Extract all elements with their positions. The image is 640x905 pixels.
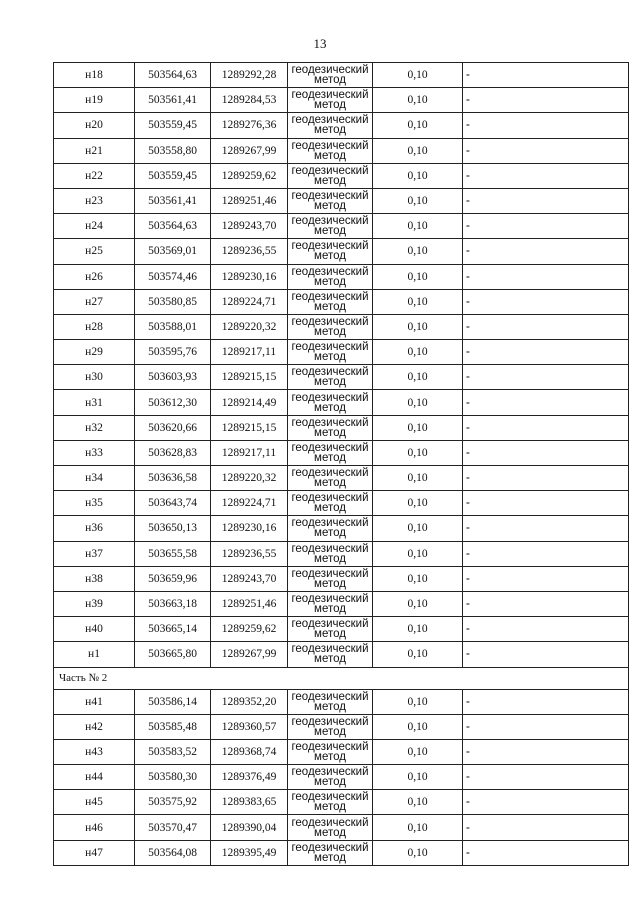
method-line-1: геодезический (291, 715, 369, 728)
y-coordinate-cell: 1289215,15 (211, 365, 288, 390)
x-coordinate-cell: 503570,47 (135, 815, 211, 840)
table-row (54, 516, 629, 541)
method-cell (288, 214, 373, 239)
table-row (54, 541, 629, 566)
table-row (54, 314, 629, 339)
method-line-1: геодезический (291, 416, 369, 429)
x-coordinate-cell: 503636,58 (135, 466, 211, 491)
point-name-cell: н35 (54, 491, 135, 516)
accuracy-cell: 0,10 (373, 541, 463, 566)
note-cell: - (463, 63, 629, 88)
method-line-1: геодезический (291, 567, 369, 580)
accuracy-cell: 0,10 (373, 591, 463, 616)
y-coordinate-cell: 1289259,62 (211, 163, 288, 188)
method-cell (288, 840, 373, 865)
point-name-cell: н1 (54, 642, 135, 667)
method-cell (288, 239, 373, 264)
method-line-1: геодезический (291, 690, 369, 703)
method-cell (288, 314, 373, 339)
y-coordinate-cell: 1289220,32 (211, 466, 288, 491)
table-row (54, 88, 629, 113)
method-line-1: геодезический (291, 492, 369, 505)
method-line-1: геодезический (291, 265, 369, 278)
point-name-cell: н37 (54, 541, 135, 566)
point-name-cell: н25 (54, 239, 135, 264)
accuracy-cell: 0,10 (373, 840, 463, 865)
accuracy-cell: 0,10 (373, 440, 463, 465)
method-cell (288, 541, 373, 566)
accuracy-cell: 0,10 (373, 765, 463, 790)
note-cell: - (463, 415, 629, 440)
x-coordinate-cell: 503665,80 (135, 642, 211, 667)
table-row (54, 765, 629, 790)
method-line-2: метод (314, 426, 346, 439)
table-row (54, 739, 629, 764)
method-cell (288, 790, 373, 815)
table-row (54, 365, 629, 390)
y-coordinate-cell: 1289217,11 (211, 340, 288, 365)
note-cell: - (463, 541, 629, 566)
x-coordinate-cell: 503569,01 (135, 239, 211, 264)
x-coordinate-cell: 503559,45 (135, 113, 211, 138)
point-name-cell: н20 (54, 113, 135, 138)
note-cell: - (463, 314, 629, 339)
note-cell: - (463, 113, 629, 138)
x-coordinate-cell: 503564,63 (135, 63, 211, 88)
x-coordinate-cell: 503612,30 (135, 390, 211, 415)
x-coordinate-cell: 503585,48 (135, 714, 211, 739)
method-line-2: метод (314, 628, 346, 641)
point-name-cell: н27 (54, 289, 135, 314)
point-name-cell: н23 (54, 188, 135, 213)
y-coordinate-cell: 1289251,46 (211, 188, 288, 213)
accuracy-cell: 0,10 (373, 689, 463, 714)
method-line-1: геодезический (291, 139, 369, 152)
method-line-1: геодезический (291, 467, 369, 480)
method-line-2: метод (314, 700, 346, 713)
x-coordinate-cell: 503574,46 (135, 264, 211, 289)
table-row (54, 138, 629, 163)
accuracy-cell: 0,10 (373, 113, 463, 138)
method-cell (288, 390, 373, 415)
x-coordinate-cell: 503561,41 (135, 188, 211, 213)
method-line-2: метод (314, 725, 346, 738)
method-line-1: геодезический (291, 341, 369, 354)
method-line-1: геодезический (291, 517, 369, 530)
point-name-cell: н40 (54, 617, 135, 642)
method-line-1: геодезический (291, 441, 369, 454)
table-row (54, 689, 629, 714)
method-line-2: метод (314, 851, 346, 864)
method-line-2: метод (314, 351, 346, 364)
accuracy-cell: 0,10 (373, 790, 463, 815)
method-cell (288, 365, 373, 390)
x-coordinate-cell: 503650,13 (135, 516, 211, 541)
method-line-2: метод (314, 401, 346, 414)
accuracy-cell: 0,10 (373, 815, 463, 840)
method-line-1: геодезический (291, 766, 369, 779)
method-line-2: метод (314, 275, 346, 288)
point-name-cell: н43 (54, 739, 135, 764)
coordinates-table (53, 62, 629, 866)
point-name-cell: н36 (54, 516, 135, 541)
accuracy-cell: 0,10 (373, 466, 463, 491)
method-line-2: метод (314, 376, 346, 389)
x-coordinate-cell: 503628,83 (135, 440, 211, 465)
method-line-2: метод (314, 149, 346, 162)
point-name-cell: н24 (54, 214, 135, 239)
x-coordinate-cell: 503561,41 (135, 88, 211, 113)
method-line-2: метод (314, 325, 346, 338)
accuracy-cell: 0,10 (373, 340, 463, 365)
note-cell: - (463, 340, 629, 365)
y-coordinate-cell: 1289267,99 (211, 642, 288, 667)
method-line-1: геодезический (291, 542, 369, 555)
accuracy-cell: 0,10 (373, 239, 463, 264)
note-cell: - (463, 214, 629, 239)
method-line-1: геодезический (291, 618, 369, 631)
note-cell: - (463, 714, 629, 739)
note-cell: - (463, 566, 629, 591)
y-coordinate-cell: 1289376,49 (211, 765, 288, 790)
x-coordinate-cell: 503603,93 (135, 365, 211, 390)
method-line-1: геодезический (291, 791, 369, 804)
method-cell (288, 440, 373, 465)
method-cell (288, 415, 373, 440)
x-coordinate-cell: 503620,66 (135, 415, 211, 440)
y-coordinate-cell: 1289243,70 (211, 566, 288, 591)
x-coordinate-cell: 503663,18 (135, 591, 211, 616)
point-name-cell: н31 (54, 390, 135, 415)
x-coordinate-cell: 503643,74 (135, 491, 211, 516)
point-name-cell: н26 (54, 264, 135, 289)
x-coordinate-cell: 503564,63 (135, 214, 211, 239)
method-line-2: метод (314, 750, 346, 763)
method-cell (288, 289, 373, 314)
accuracy-cell: 0,10 (373, 516, 463, 541)
y-coordinate-cell: 1289352,20 (211, 689, 288, 714)
table-row (54, 113, 629, 138)
method-line-2: метод (314, 603, 346, 616)
method-line-1: геодезический (291, 391, 369, 404)
y-coordinate-cell: 1289292,28 (211, 63, 288, 88)
accuracy-cell: 0,10 (373, 714, 463, 739)
accuracy-cell: 0,10 (373, 365, 463, 390)
method-line-1: геодезический (291, 740, 369, 753)
table-row (54, 340, 629, 365)
accuracy-cell: 0,10 (373, 617, 463, 642)
method-line-1: геодезический (291, 64, 369, 77)
y-coordinate-cell: 1289383,65 (211, 790, 288, 815)
table-row (54, 214, 629, 239)
method-line-1: геодезический (291, 114, 369, 127)
method-line-2: метод (314, 477, 346, 490)
y-coordinate-cell: 1289217,11 (211, 440, 288, 465)
method-cell (288, 63, 373, 88)
method-line-1: геодезический (291, 164, 369, 177)
method-cell (288, 591, 373, 616)
accuracy-cell: 0,10 (373, 739, 463, 764)
point-name-cell: н41 (54, 689, 135, 714)
method-line-2: метод (314, 74, 346, 87)
note-cell: - (463, 163, 629, 188)
x-coordinate-cell: 503580,30 (135, 765, 211, 790)
y-coordinate-cell: 1289236,55 (211, 541, 288, 566)
accuracy-cell: 0,10 (373, 566, 463, 591)
accuracy-cell: 0,10 (373, 289, 463, 314)
x-coordinate-cell: 503564,08 (135, 840, 211, 865)
table-row (54, 163, 629, 188)
y-coordinate-cell: 1289215,15 (211, 415, 288, 440)
note-cell: - (463, 765, 629, 790)
table-row (54, 239, 629, 264)
y-coordinate-cell: 1289236,55 (211, 239, 288, 264)
method-line-2: метод (314, 174, 346, 187)
point-name-cell: н22 (54, 163, 135, 188)
accuracy-cell: 0,10 (373, 163, 463, 188)
y-coordinate-cell: 1289368,74 (211, 739, 288, 764)
table-row (54, 714, 629, 739)
method-cell (288, 765, 373, 790)
y-coordinate-cell: 1289224,71 (211, 491, 288, 516)
point-name-cell: н28 (54, 314, 135, 339)
accuracy-cell: 0,10 (373, 138, 463, 163)
x-coordinate-cell: 503558,80 (135, 138, 211, 163)
method-cell (288, 264, 373, 289)
method-line-1: геодезический (291, 643, 369, 656)
method-line-2: метод (314, 801, 346, 814)
note-cell: - (463, 689, 629, 714)
note-cell: - (463, 815, 629, 840)
point-name-cell: н47 (54, 840, 135, 865)
method-cell (288, 642, 373, 667)
method-cell (288, 815, 373, 840)
method-cell (288, 617, 373, 642)
note-cell: - (463, 390, 629, 415)
note-cell: - (463, 617, 629, 642)
method-line-1: геодезический (291, 315, 369, 328)
page-number: 13 (313, 36, 327, 51)
method-cell (288, 88, 373, 113)
point-name-cell: н32 (54, 415, 135, 440)
method-line-1: геодезический (291, 366, 369, 379)
method-line-1: геодезический (291, 841, 369, 854)
y-coordinate-cell: 1289284,53 (211, 88, 288, 113)
x-coordinate-cell: 503559,45 (135, 163, 211, 188)
method-cell (288, 466, 373, 491)
point-name-cell: н19 (54, 88, 135, 113)
y-coordinate-cell: 1289224,71 (211, 289, 288, 314)
table-row (54, 63, 629, 88)
y-coordinate-cell: 1289243,70 (211, 214, 288, 239)
note-cell: - (463, 88, 629, 113)
method-line-2: метод (314, 776, 346, 789)
method-cell (288, 340, 373, 365)
x-coordinate-cell: 503588,01 (135, 314, 211, 339)
x-coordinate-cell: 503586,14 (135, 689, 211, 714)
method-line-2: метод (314, 552, 346, 565)
method-cell (288, 566, 373, 591)
point-name-cell: н45 (54, 790, 135, 815)
y-coordinate-cell: 1289214,49 (211, 390, 288, 415)
method-line-2: метод (314, 300, 346, 313)
note-cell: - (463, 188, 629, 213)
accuracy-cell: 0,10 (373, 264, 463, 289)
method-cell (288, 739, 373, 764)
point-name-cell: н46 (54, 815, 135, 840)
accuracy-cell: 0,10 (373, 491, 463, 516)
y-coordinate-cell: 1289259,62 (211, 617, 288, 642)
point-name-cell: н39 (54, 591, 135, 616)
accuracy-cell: 0,10 (373, 188, 463, 213)
y-coordinate-cell: 1289360,57 (211, 714, 288, 739)
point-name-cell: н44 (54, 765, 135, 790)
x-coordinate-cell: 503659,96 (135, 566, 211, 591)
method-cell (288, 714, 373, 739)
y-coordinate-cell: 1289230,16 (211, 264, 288, 289)
note-cell: - (463, 264, 629, 289)
point-name-cell: н34 (54, 466, 135, 491)
method-line-2: метод (314, 250, 346, 263)
method-line-2: метод (314, 577, 346, 590)
accuracy-cell: 0,10 (373, 314, 463, 339)
table-row (54, 840, 629, 865)
note-cell: - (463, 591, 629, 616)
table-row (54, 188, 629, 213)
note-cell: - (463, 365, 629, 390)
table-row (54, 790, 629, 815)
point-name-cell: н42 (54, 714, 135, 739)
y-coordinate-cell: 1289390,04 (211, 815, 288, 840)
method-cell (288, 188, 373, 213)
note-cell: - (463, 516, 629, 541)
x-coordinate-cell: 503583,52 (135, 739, 211, 764)
point-name-cell: н21 (54, 138, 135, 163)
point-name-cell: н38 (54, 566, 135, 591)
method-cell (288, 113, 373, 138)
table-row (54, 491, 629, 516)
method-line-1: геодезический (291, 593, 369, 606)
method-line-2: метод (314, 200, 346, 213)
method-line-2: метод (314, 653, 346, 666)
accuracy-cell: 0,10 (373, 88, 463, 113)
method-line-2: метод (314, 502, 346, 515)
method-line-2: метод (314, 99, 346, 112)
method-line-1: геодезический (291, 290, 369, 303)
y-coordinate-cell: 1289267,99 (211, 138, 288, 163)
table-row (54, 617, 629, 642)
table-row (54, 591, 629, 616)
method-line-2: метод (314, 225, 346, 238)
table-row (54, 390, 629, 415)
note-cell: - (463, 289, 629, 314)
table-row (54, 642, 629, 667)
x-coordinate-cell: 503580,85 (135, 289, 211, 314)
table-row (54, 566, 629, 591)
method-line-1: геодезический (291, 190, 369, 203)
note-cell: - (463, 440, 629, 465)
coordinates-table-body (54, 63, 629, 866)
note-cell: - (463, 790, 629, 815)
accuracy-cell: 0,10 (373, 390, 463, 415)
method-line-2: метод (314, 451, 346, 464)
y-coordinate-cell: 1289230,16 (211, 516, 288, 541)
method-cell (288, 689, 373, 714)
table-row (54, 289, 629, 314)
accuracy-cell: 0,10 (373, 415, 463, 440)
method-line-2: метод (314, 826, 346, 839)
method-cell (288, 491, 373, 516)
point-name-cell: н30 (54, 365, 135, 390)
section-header-row (54, 667, 629, 689)
y-coordinate-cell: 1289276,36 (211, 113, 288, 138)
note-cell: - (463, 491, 629, 516)
table-row (54, 466, 629, 491)
method-line-2: метод (314, 527, 346, 540)
method-line-1: геодезический (291, 240, 369, 253)
method-line-1: геодезический (291, 816, 369, 829)
method-cell (288, 138, 373, 163)
note-cell: - (463, 840, 629, 865)
accuracy-cell: 0,10 (373, 214, 463, 239)
table-row (54, 815, 629, 840)
note-cell: - (463, 642, 629, 667)
accuracy-cell: 0,10 (373, 63, 463, 88)
table-row (54, 264, 629, 289)
y-coordinate-cell: 1289395,49 (211, 840, 288, 865)
y-coordinate-cell: 1289251,46 (211, 591, 288, 616)
point-name-cell: н18 (54, 63, 135, 88)
y-coordinate-cell: 1289220,32 (211, 314, 288, 339)
point-name-cell: н33 (54, 440, 135, 465)
x-coordinate-cell: 503665,14 (135, 617, 211, 642)
table-row (54, 440, 629, 465)
method-cell (288, 516, 373, 541)
section-label: Часть № 2 (54, 667, 629, 689)
method-cell (288, 163, 373, 188)
method-line-1: геодезический (291, 215, 369, 228)
note-cell: - (463, 739, 629, 764)
x-coordinate-cell: 503575,92 (135, 790, 211, 815)
method-line-1: геодезический (291, 89, 369, 102)
x-coordinate-cell: 503655,58 (135, 541, 211, 566)
note-cell: - (463, 138, 629, 163)
point-name-cell: н29 (54, 340, 135, 365)
note-cell: - (463, 239, 629, 264)
note-cell: - (463, 466, 629, 491)
table-row (54, 415, 629, 440)
x-coordinate-cell: 503595,76 (135, 340, 211, 365)
method-line-2: метод (314, 124, 346, 137)
accuracy-cell: 0,10 (373, 642, 463, 667)
